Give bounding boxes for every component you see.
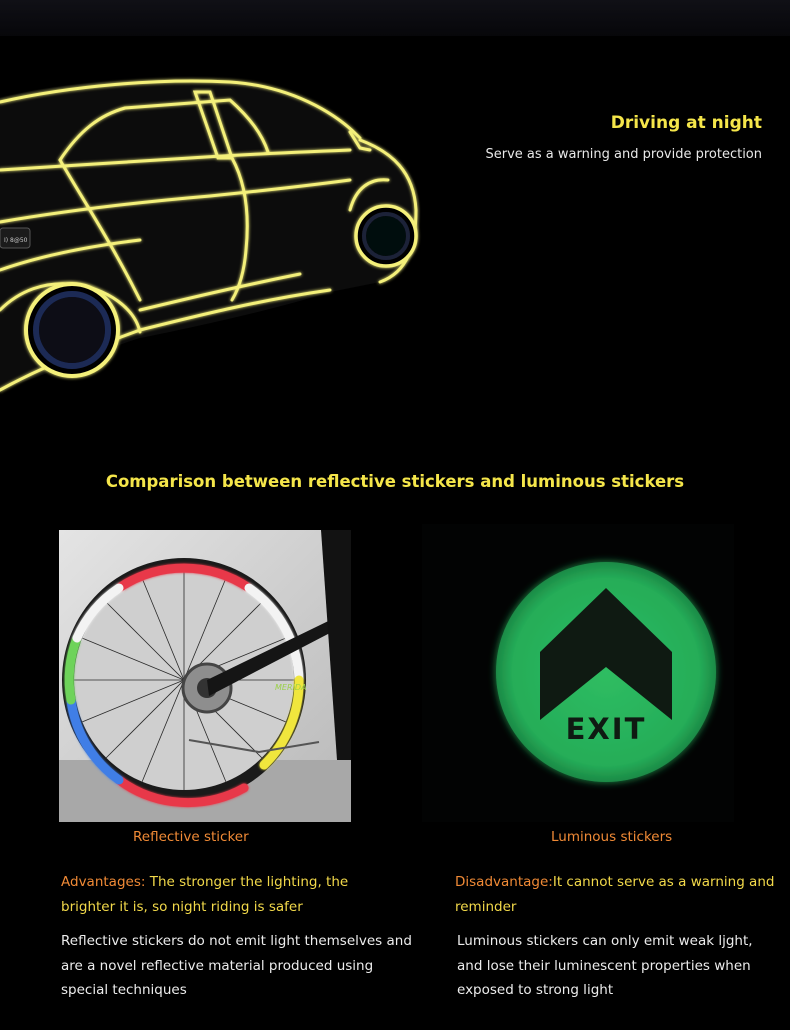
luminous-description: Luminous stickers can only emit weak ljght, and lose their luminescent properties when exposed to strong light (457, 933, 753, 998)
reflective-caption: Reflective sticker (133, 829, 249, 845)
license-plate: I) 8@50 (4, 237, 28, 244)
driving-at-night-subtitle: Serve as a warning and provide protection (485, 147, 762, 162)
disadvantage-text: It cannot serve as a warning and reminder (455, 874, 775, 915)
top-banner-strip (0, 0, 790, 36)
luminous-caption: Luminous stickers (551, 829, 673, 845)
advantages-text: The stronger the lighting, the brighter it is, so night riding is safer (61, 874, 349, 915)
luminous-exit-sign-photo (422, 524, 734, 822)
exit-sign-text: EXIT (565, 712, 647, 746)
reflective-advantages (61, 870, 406, 919)
reflective-car-image (0, 60, 440, 420)
disadvantage-label: Disadvantage: (455, 874, 553, 890)
advantages-label: Advantages: (61, 874, 150, 890)
driving-at-night-title: Driving at night (610, 113, 762, 133)
reflective-bike-wheel-photo (59, 530, 351, 822)
bike-brand-label: MERIDA (275, 683, 307, 692)
luminous-disadvantage (455, 870, 775, 919)
comparison-heading: Comparison between reflective stickers and luminous stickers (105, 472, 685, 491)
reflective-description: Reflective stickers do not emit light themselves and are a novel reflective material produced using special techniques (61, 933, 412, 998)
